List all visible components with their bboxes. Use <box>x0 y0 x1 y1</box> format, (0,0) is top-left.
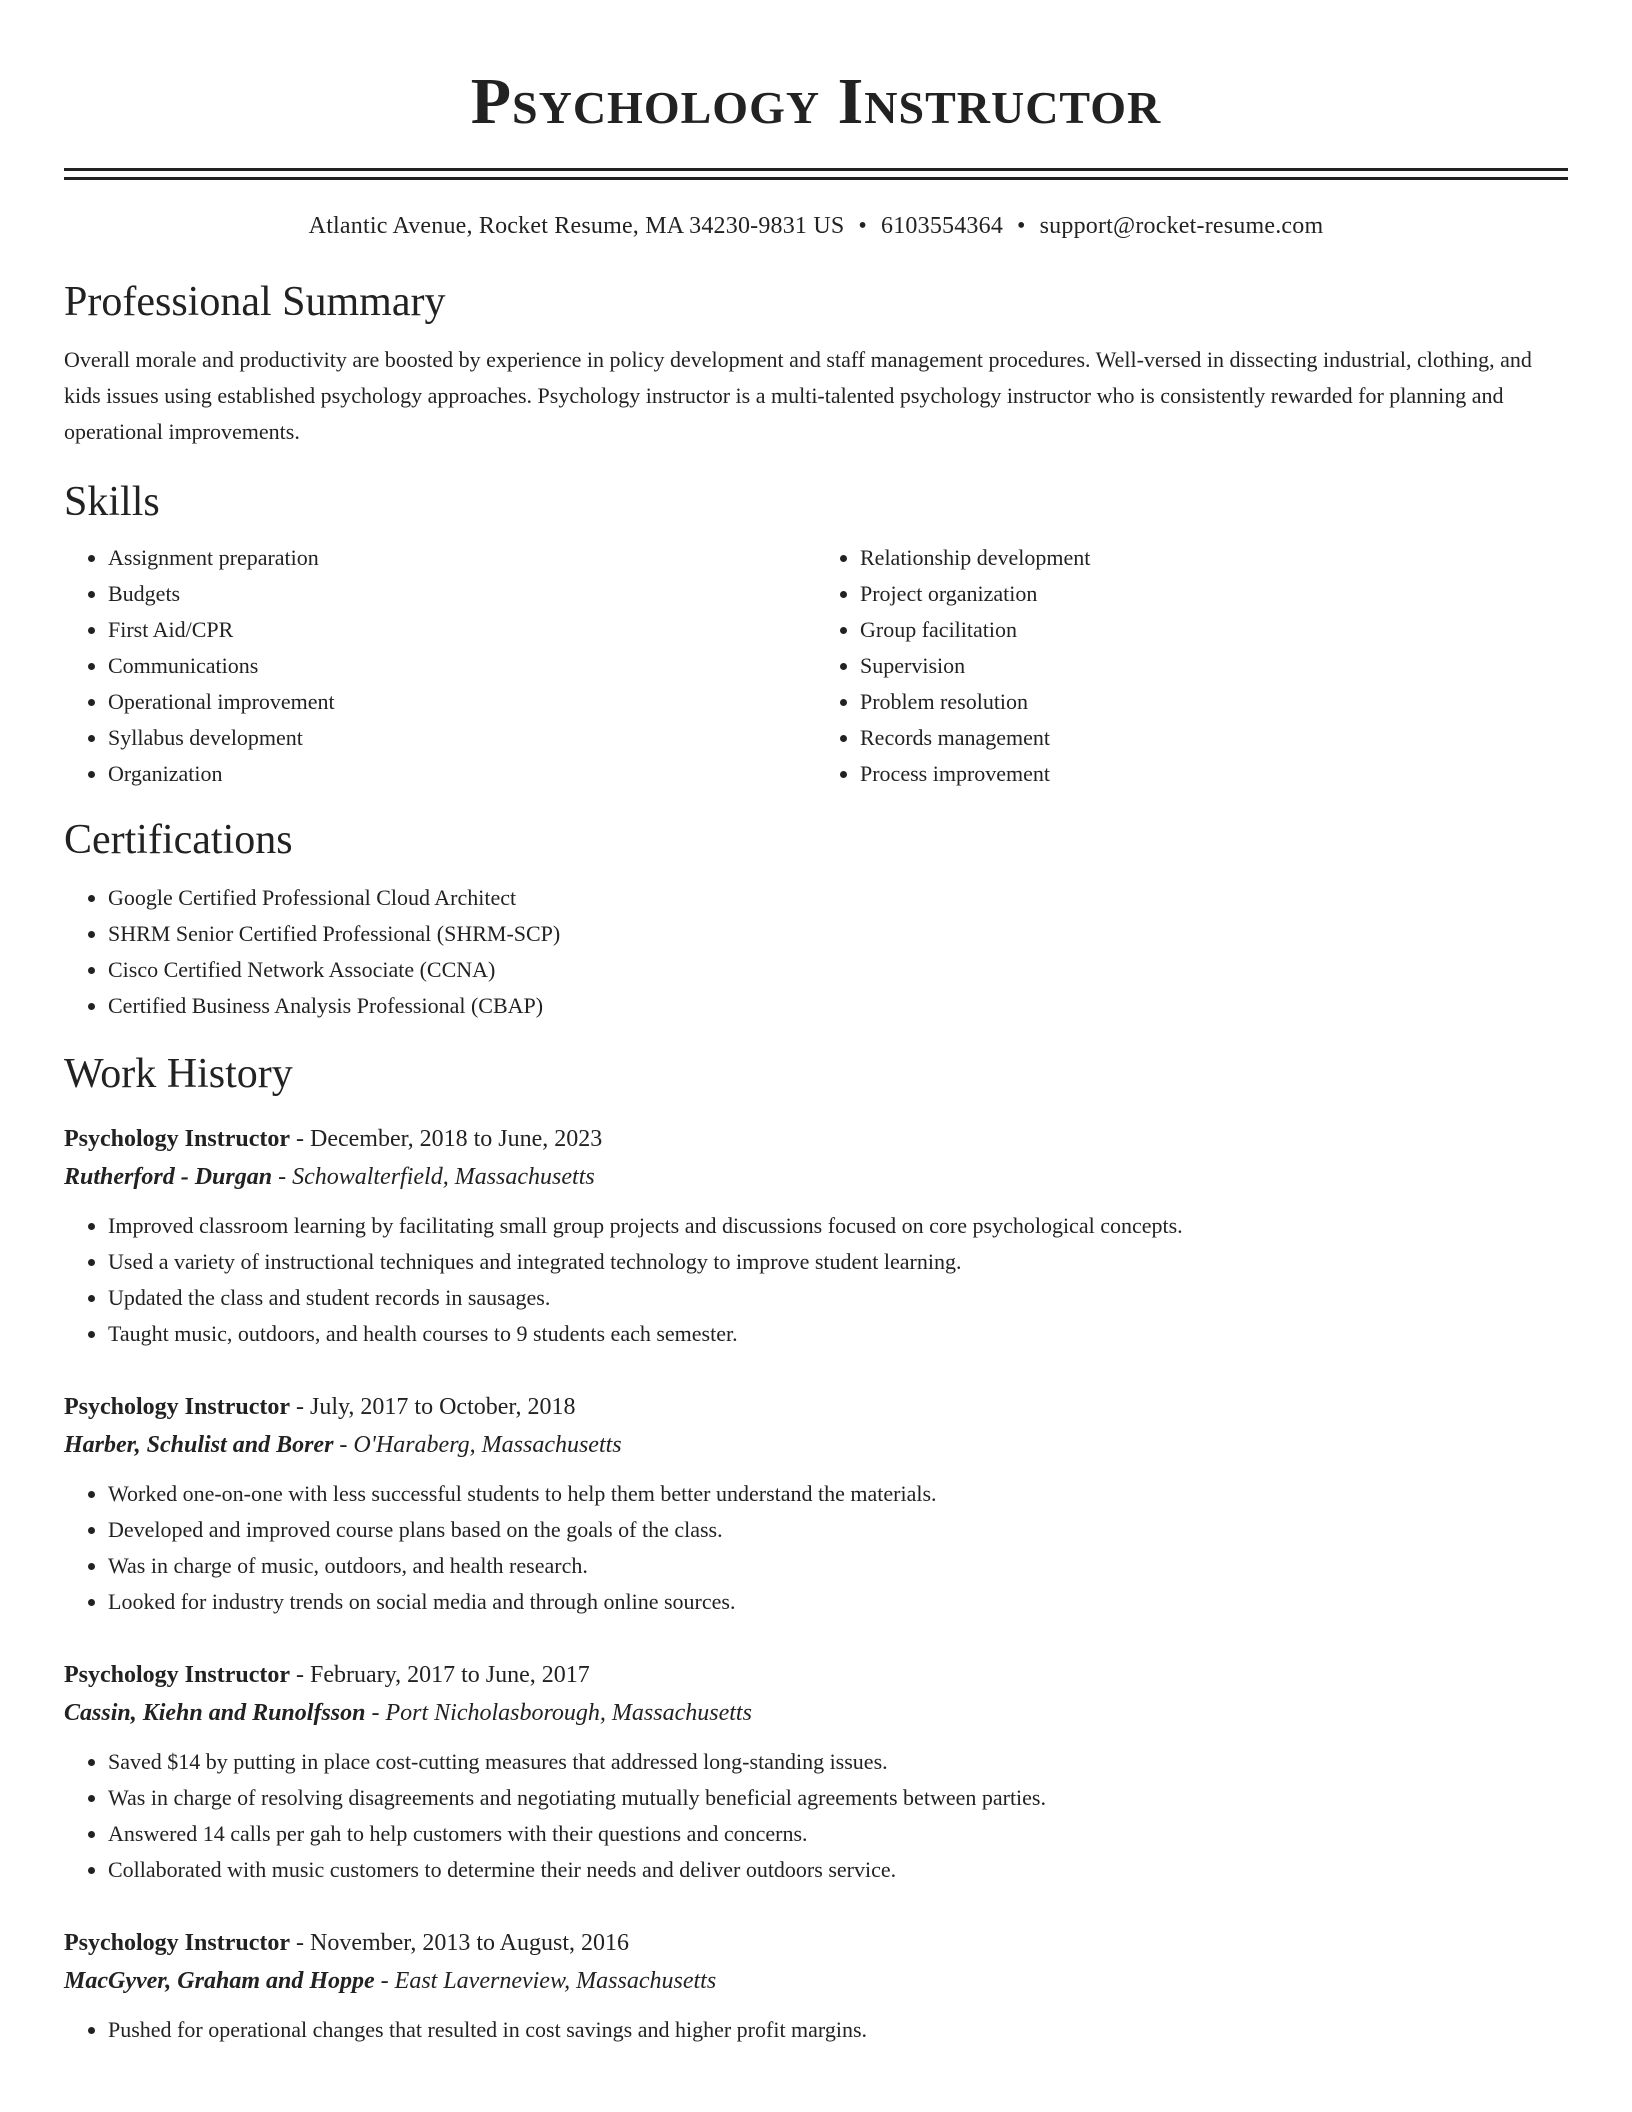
certification-item: • Certified Business Analysis Professional (CBAP) <box>108 988 1568 1024</box>
skill-item: • Budgets <box>108 576 816 612</box>
job-bullet: • Collaborated with music customers to determine their needs and deliver outdoors service. <box>108 1852 1568 1888</box>
work-history-heading: Work History <box>64 1051 293 1097</box>
skill-item: • Organization <box>108 756 816 792</box>
certifications-heading: Certifications <box>64 817 293 863</box>
job-title-line <box>64 1120 1568 1158</box>
job-title-line <box>64 1924 1568 1962</box>
job-company-line <box>64 1426 1568 1464</box>
job-dates: July, 2017 to October, 2018 <box>309 1394 576 1420</box>
job-dash: - <box>289 1662 310 1688</box>
job-dates: November, 2013 to August, 2016 <box>309 1930 630 1956</box>
job-bullet: • Worked one-on-one with less successful students to help them better understand the materials. <box>108 1476 1568 1512</box>
job-bullet: • Improved classroom learning by facilitating small group projects and discussions focused on core psychological concepts. <box>108 1208 1568 1244</box>
contact-line <box>64 210 1568 242</box>
certification-item: • Cisco Certified Network Associate (CCNA) <box>108 952 1568 988</box>
certification-item: • Google Certified Professional Cloud Architect <box>108 880 1568 916</box>
job-title: Psychology Instructor <box>64 1662 290 1688</box>
skill-item: • Supervision <box>860 648 1568 684</box>
skill-item: • Assignment preparation <box>108 540 816 576</box>
job-dash: - <box>289 1930 310 1956</box>
resume-page <box>64 0 1568 2048</box>
job-bullet: • Was in charge of music, outdoors, and health research. <box>108 1548 1568 1584</box>
skill-item: • Communications <box>108 648 816 684</box>
contact-separator: • <box>858 213 868 239</box>
job-title-line <box>64 1388 1568 1426</box>
job-dash: - <box>289 1394 310 1420</box>
job-dates: February, 2017 to June, 2017 <box>309 1662 590 1688</box>
job-bullet: • Was in charge of resolving disagreements and negotiating mutually beneficial agreements between parties. <box>108 1780 1568 1816</box>
certifications-list <box>64 880 1568 1024</box>
job-location: East Laverneview, Massachusetts <box>394 1968 717 1994</box>
skills-heading: Skills <box>64 479 160 525</box>
job-company: Cassin, Kiehn and Runolfsson <box>64 1700 366 1726</box>
job-location: Schowalterfield, Massachusetts <box>292 1164 595 1190</box>
job-title-line <box>64 1656 1568 1694</box>
job-dash: - <box>289 1126 310 1152</box>
job-title: Psychology Instructor <box>64 1930 290 1956</box>
job-bullet: • Updated the class and student records in sausages. <box>108 1280 1568 1316</box>
job-company-line <box>64 1694 1568 1732</box>
job-dates: December, 2018 to June, 2023 <box>309 1126 603 1152</box>
header-rule-bottom <box>64 177 1568 180</box>
skill-item: • Process improvement <box>860 756 1568 792</box>
job-dash: - <box>333 1432 354 1458</box>
job-bullet: • Looked for industry trends on social media and through online sources. <box>108 1584 1568 1620</box>
skill-item: • Group facilitation <box>860 612 1568 648</box>
skills-columns <box>64 540 1568 792</box>
contact-phone: 6103554364 <box>881 213 1004 239</box>
job-company: Rutherford - Durgan <box>64 1164 273 1190</box>
contact-address: Atlantic Avenue, Rocket Resume, MA 34230-9831 US <box>308 213 845 239</box>
skill-item: • First Aid/CPR <box>108 612 816 648</box>
job-bullets <box>64 1208 1568 1352</box>
skill-item: • Syllabus development <box>108 720 816 756</box>
job-company: MacGyver, Graham and Hoppe <box>64 1968 375 1994</box>
header-rule-top <box>64 168 1568 171</box>
job-bullet: • Developed and improved course plans based on the goals of the class. <box>108 1512 1568 1548</box>
skill-item: • Relationship development <box>860 540 1568 576</box>
job-dash: - <box>365 1700 386 1726</box>
job-entry <box>64 1656 1568 1888</box>
job-bullets <box>64 1744 1568 1888</box>
job-dash: - <box>272 1164 293 1190</box>
skills-list-right <box>816 540 1568 792</box>
job-bullet: • Used a variety of instructional techniques and integrated technology to improve student learning. <box>108 1244 1568 1280</box>
job-entry <box>64 1388 1568 1620</box>
job-entry <box>64 1924 1568 2048</box>
job-company-line <box>64 1962 1568 2000</box>
job-bullet: • Saved $14 by putting in place cost-cutting measures that addressed long-standing issues. <box>108 1744 1568 1780</box>
skill-item: • Operational improvement <box>108 684 816 720</box>
contact-separator: • <box>1017 213 1026 239</box>
summary-text: Overall morale and productivity are boosted by experience in policy development and staff management procedures. Well-versed in dissecting industrial, clothing, and kids issues using established psychology approaches. Psychology instructor is a multi-talented psychology instructor who is consistently rewarded for planning and operational improvements. <box>64 347 1532 444</box>
contact-email: support@rocket-resume.com <box>1039 213 1324 239</box>
job-title: Psychology Instructor <box>64 1394 290 1420</box>
certification-item: • SHRM Senior Certified Professional (SHRM-SCP) <box>108 916 1568 952</box>
job-location: Port Nicholasborough, Massachusetts <box>385 1700 752 1726</box>
job-location: O'Haraberg, Massachusetts <box>353 1432 622 1458</box>
job-bullet: • Answered 14 calls per gah to help customers with their questions and concerns. <box>108 1816 1568 1852</box>
job-title: Psychology Instructor <box>64 1126 290 1152</box>
job-bullet: • Taught music, outdoors, and health courses to 9 students each semester. <box>108 1316 1568 1352</box>
job-entry <box>64 1120 1568 1352</box>
skills-list-left <box>64 540 816 792</box>
job-bullets <box>64 1476 1568 1620</box>
job-bullets <box>64 2012 1568 2048</box>
resume-name-heading: Psychology Instructor <box>470 65 1162 138</box>
job-company: Harber, Schulist and Borer <box>64 1432 334 1458</box>
summary-heading: Professional Summary <box>64 279 446 325</box>
job-company-line <box>64 1158 1568 1196</box>
skill-item: • Problem resolution <box>860 684 1568 720</box>
skill-item: • Records management <box>860 720 1568 756</box>
skill-item: • Project organization <box>860 576 1568 612</box>
job-bullet: • Pushed for operational changes that resulted in cost savings and higher profit margins. <box>108 2012 1568 2048</box>
job-dash: - <box>374 1968 395 1994</box>
